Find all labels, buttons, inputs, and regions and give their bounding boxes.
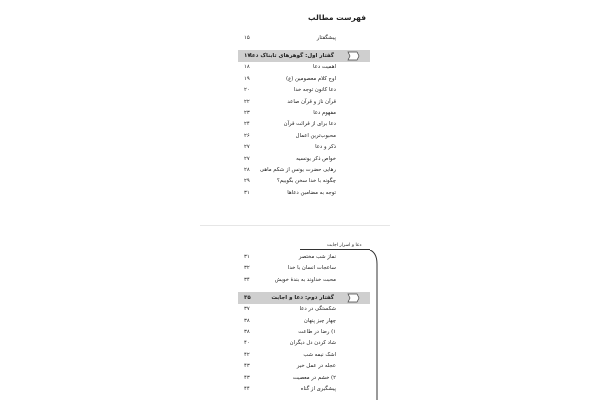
chapter-ribbon-icon <box>346 51 360 61</box>
toc-entry-label: ۱) رضا در طاعت <box>298 328 336 335</box>
toc-entry-label: دعا برای از قرائت قرآن <box>283 121 336 128</box>
toc-entry-label: عجله در عمل خیر <box>296 363 336 370</box>
toc-entry[interactable] <box>238 131 370 142</box>
chapter-heading-page: ۱۷ <box>244 53 251 60</box>
toc-entry-page: ۴۳ <box>244 374 250 381</box>
toc-entry[interactable] <box>238 252 370 263</box>
page-separator <box>200 225 390 226</box>
toc-entry[interactable] <box>238 350 370 361</box>
toc-entry[interactable] <box>238 384 370 395</box>
toc-entry-label: نماز شب مختصر <box>298 254 336 260</box>
running-head-rule <box>300 249 370 250</box>
toc-entry[interactable] <box>238 263 370 274</box>
toc-entry[interactable] <box>238 165 370 176</box>
page-title: فهرست مطالب <box>308 13 366 22</box>
toc-entry-label: توجه به مضامین دعاها <box>287 189 336 196</box>
toc-entry-label: ذکر و دعا <box>315 144 336 151</box>
toc-entry[interactable] <box>238 97 370 108</box>
toc-entry-label: اشک نیمه شب <box>303 351 336 358</box>
toc-entry[interactable] <box>238 361 370 372</box>
toc-entry-label: محبوب‌ترین اعمال <box>295 132 336 139</box>
toc-entry-page: ۳۱ <box>244 189 250 196</box>
toc-entry-page: ۲۷ <box>244 155 250 162</box>
toc-entry-page: ۴۴ <box>244 385 250 392</box>
toc-entry-page: ۲۴ <box>244 121 250 128</box>
toc-entry[interactable] <box>238 275 370 286</box>
toc-entry-page: ۲۹ <box>244 178 250 185</box>
toc-entry-page: ۳۱ <box>244 254 250 260</box>
toc-entry-page: ۱۹ <box>244 75 250 82</box>
toc-entry-label: اهمیت دعا <box>313 64 336 71</box>
toc-entry[interactable] <box>238 74 370 85</box>
toc-entry-label: رهایی حضرت یونس از شکم ماهی <box>259 166 336 173</box>
chapter-heading[interactable] <box>238 50 370 62</box>
chapter-heading-label: گفتار دوم: دعا و اجابت <box>271 295 334 302</box>
toc-entry-page: ۳۴ <box>244 276 250 283</box>
toc-entry-page: ۴۲ <box>244 351 250 358</box>
toc-entry-page: ۲۸ <box>244 166 250 173</box>
toc-entry-page: ۲۶ <box>244 132 250 139</box>
toc-entry-page: ۴۰ <box>244 340 250 347</box>
toc-entry-label: ۲) خشم در معصیت <box>292 374 336 381</box>
chapter-heading-label: گفتار اول: گوهرهای تابناک دعا <box>249 53 334 60</box>
toc-entry[interactable] <box>238 85 370 96</box>
toc-entry-page: ۳۸ <box>244 328 250 335</box>
toc-entry-page: ۲۳ <box>244 109 250 116</box>
toc-entry[interactable] <box>238 176 370 187</box>
toc-entry-page: ۳۲ <box>244 265 250 272</box>
toc-entry-label: محبت خداوند به بندۀ خویش <box>274 276 336 283</box>
toc-entry-label: چهار چیز پنهان <box>303 317 336 324</box>
toc-entry-page: ۲۲ <box>244 98 250 105</box>
toc-entry-page: ۱۵ <box>244 35 250 41</box>
toc-entry[interactable] <box>238 188 370 199</box>
toc-entry[interactable] <box>238 373 370 384</box>
toc-entry-label: خواص ذکر یونسیه <box>296 155 336 162</box>
toc-entry[interactable] <box>238 338 370 349</box>
chapter-heading[interactable] <box>238 292 370 304</box>
toc-entry-page: ۳۷ <box>244 306 250 313</box>
side-border-line <box>369 250 383 400</box>
toc-lower <box>238 252 370 395</box>
toc-entry[interactable] <box>238 62 370 73</box>
toc-entry[interactable] <box>238 108 370 119</box>
toc-upper <box>238 33 370 199</box>
toc-entry-label: اوج کلام معصومین (ع) <box>286 75 336 82</box>
toc-entry[interactable] <box>238 33 370 44</box>
toc-entry-page: ۱۸ <box>244 64 250 71</box>
toc-entry-page: ۴۳ <box>244 363 250 370</box>
chapter-ribbon-icon <box>346 293 360 303</box>
toc-entry-label: پیشگفتار <box>316 35 336 41</box>
toc-entry[interactable] <box>238 142 370 153</box>
toc-entry-label: مفهوم دعا <box>313 109 336 116</box>
running-head: دعا و اسرار اجابت <box>327 243 362 248</box>
toc-entry-page: ۲۰ <box>244 87 250 94</box>
toc-entry[interactable] <box>238 316 370 327</box>
toc-entry[interactable] <box>238 154 370 165</box>
toc-entry-label: چگونه با خدا سخن بگوییم؟ <box>276 178 336 185</box>
toc-entry[interactable] <box>238 327 370 338</box>
toc-entry-page: ۲۷ <box>244 144 250 151</box>
toc-entry[interactable] <box>238 304 370 315</box>
toc-entry-label: دعا کانون توجه خدا <box>293 87 336 94</box>
toc-entry-label: قرآن ناز و قرآن صاعد <box>287 98 336 105</box>
toc-entry-page: ۳۸ <box>244 317 250 324</box>
chapter-heading-page: ۳۵ <box>244 295 251 302</box>
toc-entry-label: شاد کردن دل دیگران <box>289 340 336 347</box>
toc-entry[interactable] <box>238 119 370 130</box>
toc-entry-label: پیشگیری از گناه <box>300 385 336 392</box>
toc-entry-label: شکستگی در دعا <box>299 306 336 313</box>
toc-entry-label: ساعجات انسان با خدا <box>287 265 336 272</box>
